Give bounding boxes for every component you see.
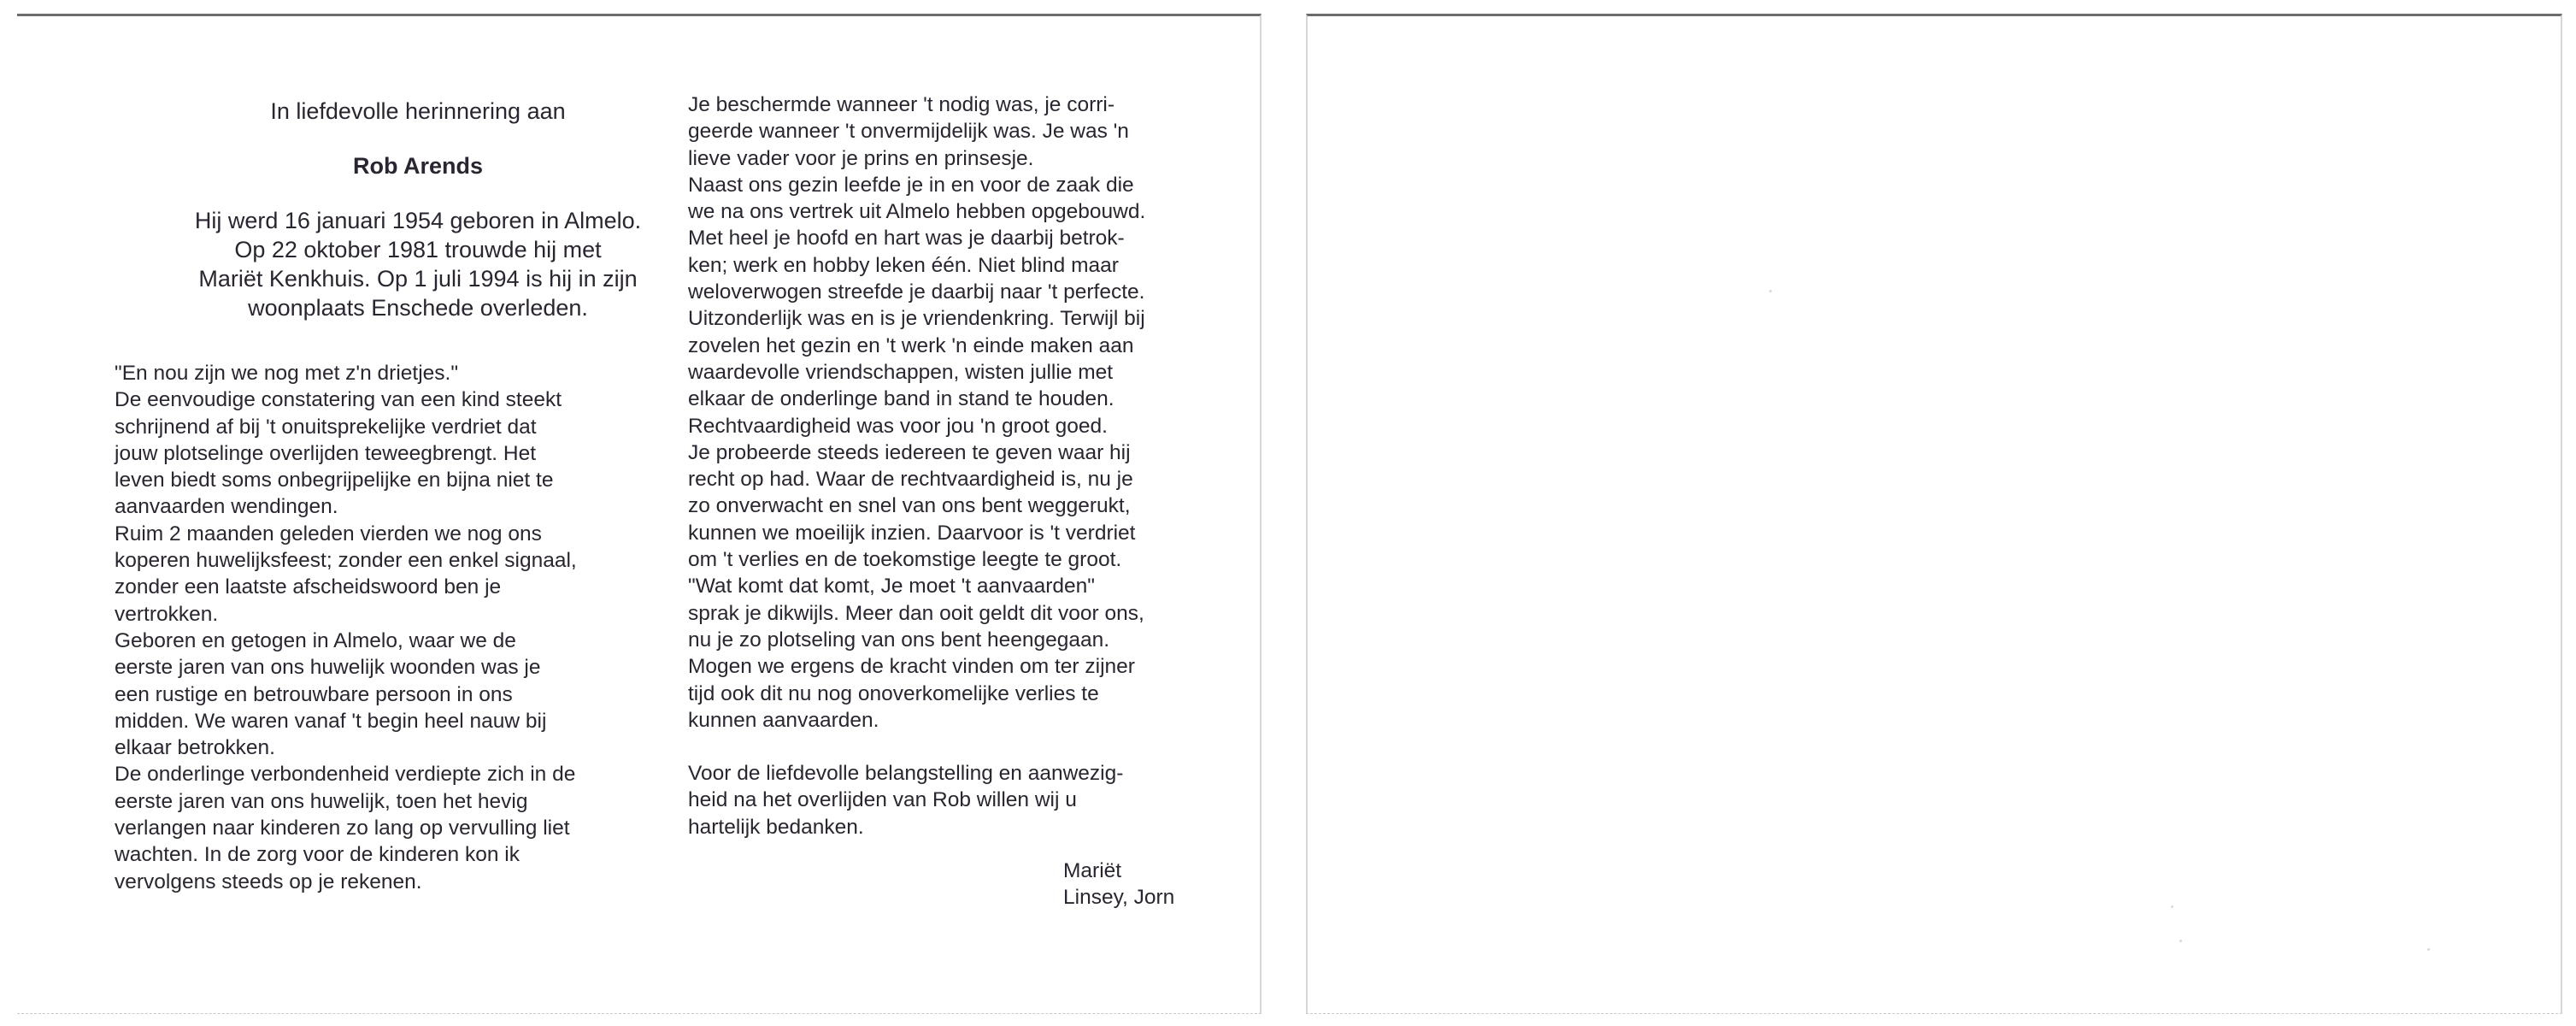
paper-speck <box>1769 290 1772 292</box>
card-right-page-blank <box>1306 14 2562 1014</box>
left-column <box>115 97 721 895</box>
bio-line: Op 22 oktober 1981 trouwde hij met <box>234 237 602 262</box>
memorial-text-left: "En nou zijn we nog met z'n drietjes." De eenvoudige constatering van een kind steekt schrijnend af bij 't onuitsprekelijke verdriet dat jouw plotselinge overlijden teweegbrengt. Het leven biedt soms onbegrijpelijke en bijna niet te aanvaarden wendingen. Ruim 2 maanden geleden vierden we nog ons koperen huwelijksfeest; zonder een enkel signaal, zonder een laatste afscheidswoord ben je vertrokken. Geboren en getogen in Almelo, waar we de eerste jaren van ons huwelijk woonden was je een rustige en betrouwbare persoon in ons midden. We waren vanaf 't begin heel nauw bij elkaar betrokken. De onderlinge verbondenheid verdiepte zich in de eerste jaren van ons huwelijk, toen het hevig verlangen naar kinderen zo lang op vervulling liet wachten. In de zorg voor de kinderen kon ik vervolgens steeds op je rekenen. <box>115 362 577 893</box>
paper-speck <box>2179 940 2182 942</box>
paper-speck <box>2171 905 2173 908</box>
bio-line: Hij werd 16 januari 1954 geboren in Almelo. <box>194 208 642 233</box>
memorial-text-right: Je beschermde wanneer 't nodig was, je corri- geerde wanneer 't onvermijdelijk was. Je was 'n lieve vader voor je prins en prinsesje. Naast ons gezin leefde je in en voor de zaak die we na ons vertrek uit Almelo hebben opgebouwd. Met heel je hoofd en hart was je daarbij betrok- ken; werk en hobby leken één. Niet blind maar weloverwogen streefde je daarbij naar 't perfecte. Uitzonderlijk was en is je vriendenkring. Terwijl bij zovelen het gezin en 't werk 'n einde maken aan waardevolle vriendschappen, wisten jullie met elkaar de onderlinge band in stand te houden. Rechtvaardigheid was voor jou 'n groot goed. Je probeerde steeds iedereen te geven waar hij recht op had. Waar de rechtvaardigheid is, nu je zo onverwacht en snel van ons bent weggerukt, kunnen we moeilijk inzien. Daarvoor is 't verdriet om 't verlies en de toekomstige leegte te groot. "Wat komt dat komt, Je moet 't aanvaarden" sprak je dikwijls. Meer dan ooit geldt dit voor ons, nu je zo plotseling van ons bent heengegaan. Mogen we ergens de kracht vinden om ter zijner tijd ook dit nu nog onoverkomelijke verlies te kunnen aanvaarden. <box>688 93 1146 732</box>
bio-line: woonplaats Enschede overleden. <box>248 295 588 321</box>
intro-line: In liefdevolle herinnering aan <box>270 98 566 124</box>
biography <box>115 206 721 322</box>
paper-speck <box>2427 948 2430 951</box>
card-left-page <box>17 14 1262 1014</box>
signature-names: Mariët Linsey, Jorn <box>1063 859 1175 910</box>
thanks-text: Voor de liefdevolle belangstelling en aanwezig- heid na het overlijden van Rob willen wij u hartelijk bedanken. <box>688 762 1124 839</box>
deceased-name: Rob Arends <box>352 153 483 179</box>
fold-gap <box>1262 0 1306 1026</box>
bio-line: Mariët Kenkhuis. Op 1 juli 1994 is hij in zijn <box>198 266 638 292</box>
right-column <box>688 91 1201 840</box>
